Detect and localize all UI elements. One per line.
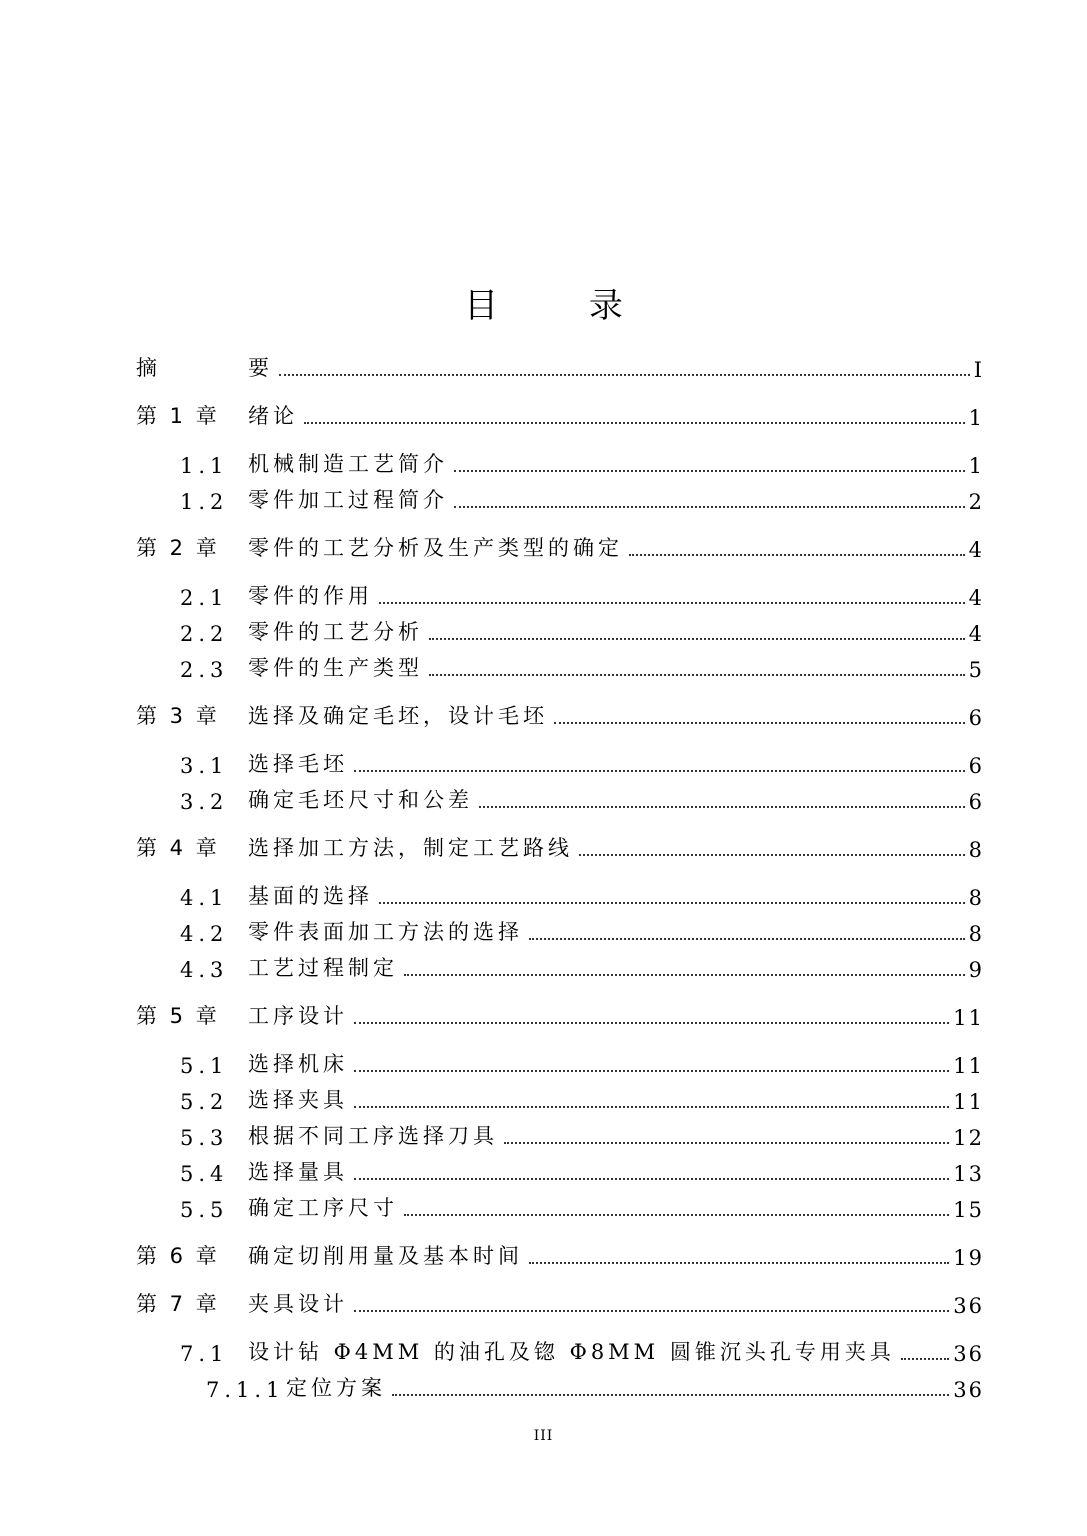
dot-leader (454, 469, 965, 472)
toc-entry-page: 11 (953, 1006, 984, 1030)
toc-entry-chapter[interactable] (136, 1242, 984, 1270)
dot-leader (404, 973, 965, 976)
toc-entry-chapter[interactable] (136, 702, 984, 730)
toc-entry-section[interactable] (136, 1158, 984, 1186)
dot-leader (504, 1141, 949, 1144)
toc-entry-label: 选择毛坯 (248, 752, 348, 776)
toc-entry-number: 第 2 章 (136, 536, 220, 560)
toc-entry-page: 6 (968, 754, 984, 778)
toc-entry-label: 根据不同工序选择刀具 (248, 1124, 498, 1148)
toc-entry-number: 5.4 (180, 1162, 229, 1186)
toc-entry-chapter[interactable] (136, 534, 984, 562)
dot-leader (529, 1261, 949, 1264)
dot-leader (404, 1213, 949, 1216)
toc-entry-label: 确定毛坯尺寸和公差 (248, 788, 473, 812)
toc-entry-number: 5.3 (180, 1126, 229, 1150)
toc-entry-number: 5.2 (180, 1090, 229, 1114)
toc-entry-page: 36 (953, 1342, 984, 1366)
toc-entry-label: 零件表面加工方法的选择 (248, 920, 523, 944)
dot-leader (554, 721, 965, 724)
toc-entry-section[interactable] (136, 882, 984, 910)
toc-entry-number: 1.1 (180, 454, 229, 478)
toc-entry-page: 11 (953, 1054, 984, 1078)
toc-entry-number: 3.2 (180, 790, 229, 814)
toc-entry-subsection[interactable] (136, 1374, 984, 1402)
toc-entry-number: 5.1 (180, 1054, 229, 1078)
toc-entry-page: 1 (968, 406, 984, 430)
toc-entry-number: 2.3 (180, 658, 229, 682)
dot-leader (429, 673, 965, 676)
toc-entry-label: 要 (248, 356, 273, 380)
toc-entry-label: 设计钻 Φ4MM 的油孔及锪 Φ8MM 圆锥沉头孔专用夹具 (248, 1340, 895, 1364)
toc-entry-page: 2 (968, 490, 984, 514)
toc-entry-number: 4.1 (180, 886, 229, 910)
dot-leader (354, 1105, 949, 1108)
dot-leader (279, 373, 970, 376)
toc-entry-page: 4 (968, 586, 984, 610)
toc-entry-number: 第 7 章 (136, 1292, 220, 1316)
toc-entry-label: 确定工序尺寸 (248, 1196, 398, 1220)
toc-entry-page: 1 (968, 454, 984, 478)
toc-entry-section[interactable] (136, 918, 984, 946)
toc-entry-label: 定位方案 (286, 1376, 386, 1400)
toc-entry-number: 第 5 章 (136, 1004, 220, 1028)
dot-leader (901, 1357, 949, 1360)
dot-leader (354, 1069, 949, 1072)
toc-entry-label: 机械制造工艺简介 (248, 452, 448, 476)
toc-entry-label: 选择及确定毛坯，设计毛坯 (248, 704, 548, 728)
toc-entry-page: 4 (968, 622, 984, 646)
toc-entry-label: 选择加工方法，制定工艺路线 (248, 836, 573, 860)
toc-title: 目 录 (464, 286, 663, 326)
toc-entry-label: 工艺过程制定 (248, 956, 398, 980)
toc-entry-number: 4.2 (180, 922, 229, 946)
toc-entry-page: 8 (968, 886, 984, 910)
toc-entry-label: 零件的作用 (248, 584, 373, 608)
toc-entry-page: 36 (953, 1294, 984, 1318)
toc-entry-label: 零件的工艺分析 (248, 620, 423, 644)
toc-entry-label: 零件加工过程简介 (248, 488, 448, 512)
dot-leader (304, 421, 965, 424)
toc-entry-section[interactable] (136, 486, 984, 514)
toc-entry-number: 第 6 章 (136, 1244, 220, 1268)
toc-entry-section[interactable] (136, 954, 984, 982)
toc-entry-number: 2.2 (180, 622, 229, 646)
toc-entry-label: 夹具设计 (248, 1292, 348, 1316)
dot-leader (354, 1177, 949, 1180)
toc-entry-section[interactable] (136, 1194, 984, 1222)
toc-entry-section[interactable] (136, 618, 984, 646)
toc-entry-page: 8 (968, 838, 984, 862)
toc-entry-page: 6 (968, 790, 984, 814)
toc-entry-number: 第 4 章 (136, 836, 220, 860)
toc-entry-section[interactable] (136, 450, 984, 478)
toc-entry-page: 6 (968, 706, 984, 730)
toc-entry-number: 7.1 (180, 1342, 229, 1366)
toc-entry-section[interactable] (136, 654, 984, 682)
toc-entry-label: 零件的工艺分析及生产类型的确定 (248, 536, 623, 560)
toc-entry-section[interactable] (136, 1050, 984, 1078)
toc-entry-number: 2.1 (180, 586, 229, 610)
toc-entry-section[interactable] (136, 750, 984, 778)
dot-leader (392, 1393, 949, 1396)
dot-leader (354, 1021, 949, 1024)
toc-entry-label: 零件的生产类型 (248, 656, 423, 680)
toc-entry-section[interactable] (136, 786, 984, 814)
dot-leader (529, 937, 965, 940)
toc-entry-label: 工序设计 (248, 1004, 348, 1028)
dot-leader (629, 553, 965, 556)
toc-entry-number: 第 3 章 (136, 704, 220, 728)
toc-entry-page: 5 (968, 658, 984, 682)
toc-entry-label: 选择夹具 (248, 1088, 348, 1112)
toc-entry-chapter[interactable] (136, 1290, 984, 1318)
dot-leader (379, 601, 965, 604)
toc-entry-label: 绪论 (248, 404, 298, 428)
toc-entry-number: 3.1 (180, 754, 229, 778)
toc-entry-page: 8 (968, 922, 984, 946)
dot-leader (429, 637, 965, 640)
toc-entry-number: 1.2 (180, 490, 229, 514)
dot-leader (379, 901, 965, 904)
toc-entry-page: 11 (953, 1090, 984, 1114)
toc-entry-section[interactable] (136, 1086, 984, 1114)
dot-leader (354, 1309, 949, 1312)
toc-entry-page: I (973, 358, 984, 382)
toc-entry-label: 基面的选择 (248, 884, 373, 908)
toc-entry-chapter[interactable] (136, 1002, 984, 1030)
toc-entry-page: 12 (953, 1126, 984, 1150)
toc-entry-label: 选择量具 (248, 1160, 348, 1184)
toc-entry-page: 19 (953, 1246, 984, 1270)
toc-entry-number: 第 1 章 (136, 404, 220, 428)
dot-leader (479, 805, 965, 808)
toc-entry-section[interactable] (136, 1122, 984, 1150)
toc-entry-label: 确定切削用量及基本时间 (248, 1244, 523, 1268)
toc-entry-chapter[interactable] (136, 834, 984, 862)
toc-entry-chapter[interactable] (136, 402, 984, 430)
toc-entry-number: 7.1.1 (206, 1378, 285, 1402)
toc-entry-page: 4 (968, 538, 984, 562)
toc-entry-page: 9 (968, 958, 984, 982)
page-number: III (533, 1428, 554, 1444)
toc-entry-section[interactable] (136, 582, 984, 610)
toc-entry-page: 36 (953, 1378, 984, 1402)
toc-entry-abstract[interactable] (136, 354, 984, 382)
toc-entry-label: 选择机床 (248, 1052, 348, 1076)
toc-entry-section[interactable] (136, 1338, 984, 1366)
toc-entry-page: 15 (953, 1198, 984, 1222)
dot-leader (454, 505, 965, 508)
dot-leader (354, 769, 965, 772)
toc-entry-page: 13 (953, 1162, 984, 1186)
dot-leader (579, 853, 965, 856)
toc-entry-number: 5.5 (180, 1198, 229, 1222)
toc-entry-number: 摘 (136, 356, 160, 380)
toc-entry-number: 4.3 (180, 958, 229, 982)
